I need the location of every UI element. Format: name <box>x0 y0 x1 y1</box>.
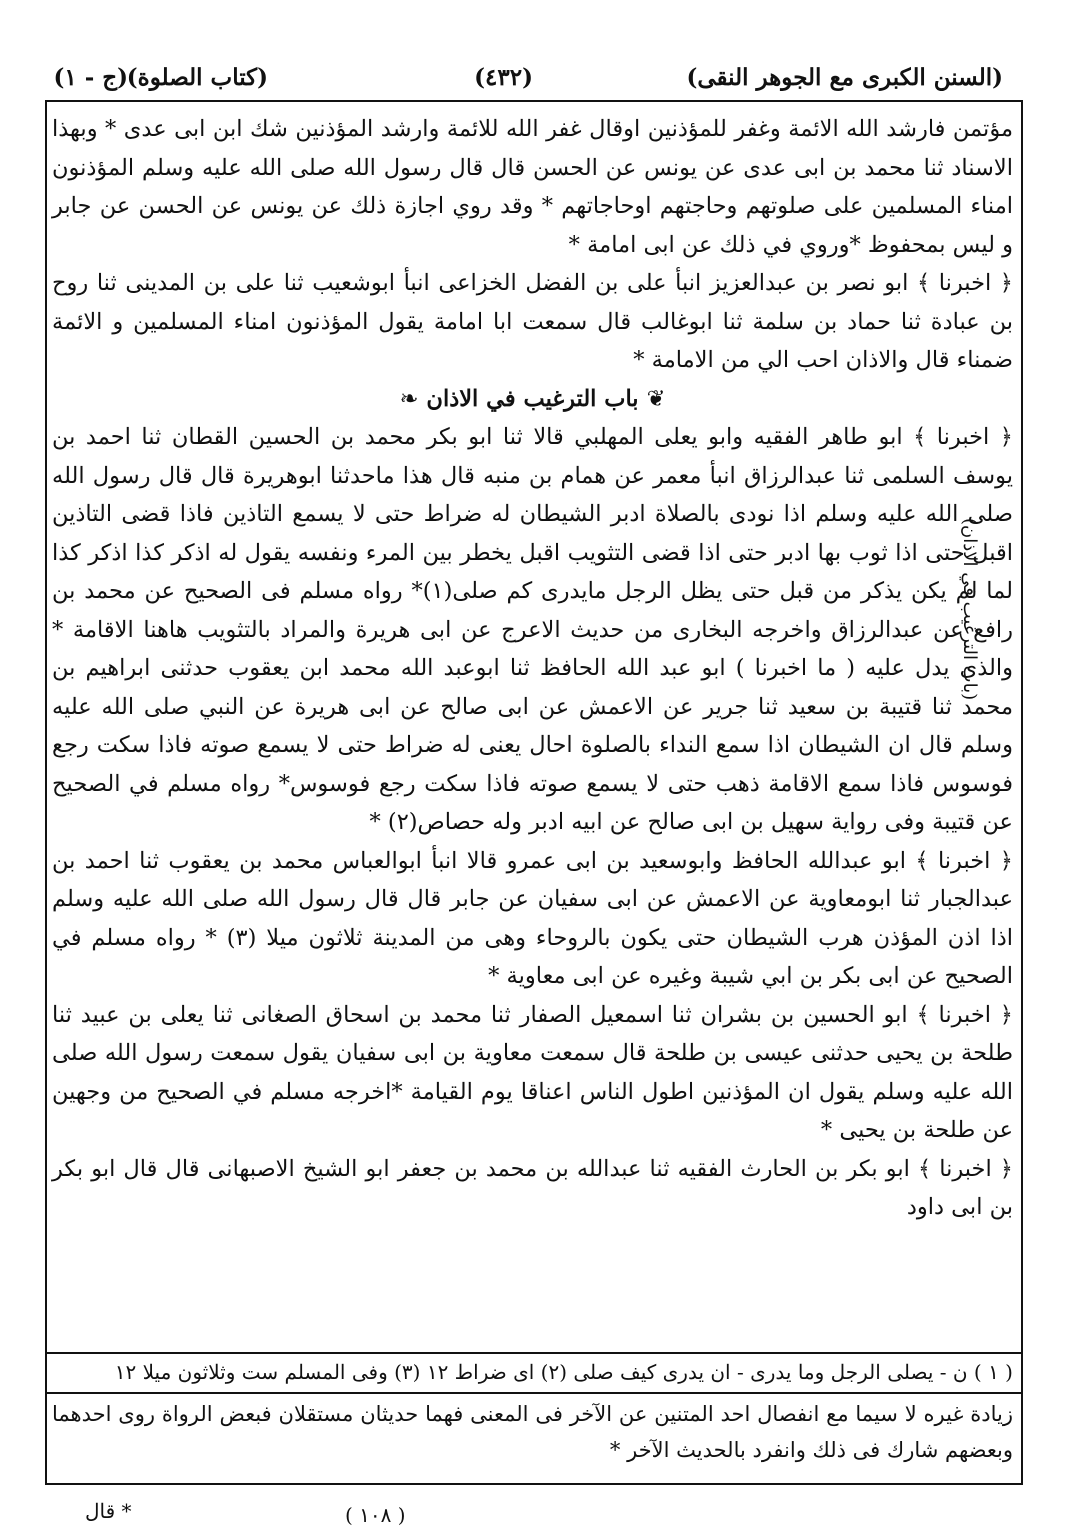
ornament-icon: ❧ <box>399 385 419 412</box>
paragraph: مؤتمن فارشد الله الائمة وغفر للمؤذنين اوقال غفر الله للائمة وارشد المؤذنين شك ابن ابى عدى * وبهذا الاسناد ثنا محمد بن ابى عدى عن يونس عن الحسن قال قال رسول الله صلى الله عليه وسلم المؤذنون امناء المسلمين على صلوتهم وحاجتهم اوحاجاتهم * وقد روي اجازة ذلك عن يونس عن الحسن عن جابر و ليس بمحفوظ *وروي في ذلك عن ابى امامة * <box>52 116 1013 258</box>
running-header <box>53 58 1013 98</box>
margin-note: (باب الترغيب في الاذان) <box>959 517 980 700</box>
section-heading <box>52 380 1013 419</box>
ornament-icon: ❦ <box>646 385 666 412</box>
page-number: (٤٣٢) <box>474 64 533 91</box>
paragraph: زيادة غيره لا سيما مع انفصال احد المتنين عن الآخر فى المعنى فهما حديثان مستقلان فبعض الرواة روى احدهما وبعضهم شارك فى ذلك وانفرد بالحديث الآخر * <box>52 1402 1013 1462</box>
divider <box>45 1352 1023 1354</box>
chapter-title: (كتاب الصلوة) <box>126 64 268 91</box>
commentary-text <box>52 1396 1013 1486</box>
paragraph: ﴿ اخبرنا ﴾ ابو عبدالله الحافظ وابوسعيد بن ابى عمرو قالا انبأ ابوالعباس محمد بن يعقوب ثنا احمد بن عبدالجبار ثنا ابومعاوية عن الاعمش عن ابى سفيان عن جابر قال قال رسول الله صلى الله عليه وسلم اذا اذن المؤذن هرب الشيطان حتى يكون بالروحاء وهى من المدينة ثلاثون ميلا (٣) * رواه مسلم في الصحيح عن ابى بكر بن ابي شيبة وغيره عن ابى معاوية * <box>52 847 1013 989</box>
book-title: (السنن الكبرى مع الجوهر النقى) <box>686 64 1003 91</box>
paragraph: ﴿ اخبرنا ﴾ ابو طاهر الفقيه وابو يعلى المهلبي قالا ثنا ابو بكر محمد بن الحسين القطان ثنا احمد بن يوسف السلمى ثنا عبدالرزاق انبأ معمر عن همام بن منبه قال هذا ماحدثنا ابوهريرة قال قال رسول الله صلى الله عليه وسلم اذا نودى بالصلاة ادبر الشيطان له ضراط حتى لا يسمع التاذين فاذا قضى التاذين اقبل حتى اذا ثوب بها ادبر حتى اذا قضى التثويب اقبل يخطر بين المرء ونفسه يقول له اذكر كذا اذكر كذا لما لم يكن يذكر من قبل حتى يظل الرجل مايدرى كم صلى(١)* رواه مسلم فى الصحيح عن محمد بن رافع عن عبدالرزاق واخرجه البخارى من حديث الاعرج عن ابى هريرة والمراد بالتثويب هاهنا الاقامة * والذى يدل عليه ( ما اخبرنا ) ابو عبد الله الحافظ ثنا ابوعبد الله محمد ابن يعقوب حدثنى ابراهيم بن محمد ثنا قتيبة بن سعيد ثنا جرير عن الاعمش عن ابى صالح عن ابى هريرة عن النبي صلى الله عليه وسلم قال ان الشيطان اذا سمع النداء بالصلوة احال يعنى له ضراط حتى لا يسمع صوته فاذا سكت رجع فوسوس فاذا سمع الاقامة ذهب حتى لا يسمع صوته فاذا سكت رجع فوسوس* رواه مسلم في الصحيح عن قتيبة وفى رواية سهيل بن ابى صالح عن ابيه ادبر وله حصاص(٢) * <box>52 424 1013 835</box>
page-footer <box>45 1495 1023 1527</box>
divider <box>45 1392 1023 1394</box>
footnotes: ( ١ ) ن - يصلى الرجل وما يدرى - ان يدرى كيف صلى (٢) اى ضراط ١٢ (٣) وفى المسلم ست وثلاثون ميلا ١٢ <box>114 1360 1013 1384</box>
catchword: * قال <box>85 1499 132 1523</box>
main-text <box>52 110 1013 1350</box>
section-heading-text: باب الترغيب في الاذان <box>426 385 639 412</box>
paragraph: ﴿ اخبرنا ﴾ ابو الحسين بن بشران ثنا اسمعيل الصفار ثنا محمد بن اسحاق الصغانى ثنا يعلى بن عبيد ثنا طلحة بن يحيى حدثنى عيسى بن طلحة قال سمعت معاوية بن ابى سفيان يقول سمعت رسول الله صلى الله عليه وسلم يقول ان المؤذنين اطول الناس اعناقا يوم القيامة *اخرجه مسلم في الصحيح من وجهين عن طلحة بن يحيى * <box>52 1001 1013 1143</box>
volume-label: (ج - ١) <box>53 64 128 91</box>
folio-number: ( ١٠٨ ) <box>345 1503 406 1527</box>
paragraph: ﴿ اخبرنا ﴾ ابو نصر بن عبدالعزيز انبأ على بن الفضل الخزاعى انبأ ابوشعيب ثنا على بن المدينى ثنا روح بن عبادة ثنا حماد بن سلمة ثنا ابوغالب قال سمعت ابا امامة يقول المؤذنون امناء المسلمين و الائمة ضمناء قال والاذان احب الي من الامامة * <box>52 270 1013 373</box>
paragraph: ﴿ اخبرنا ﴾ ابو بكر بن الحارث الفقيه ثنا عبدالله بن محمد بن جعفر ابو الشيخ الاصبهانى قال قال ابو بكر بن ابى داود <box>52 1155 1013 1220</box>
